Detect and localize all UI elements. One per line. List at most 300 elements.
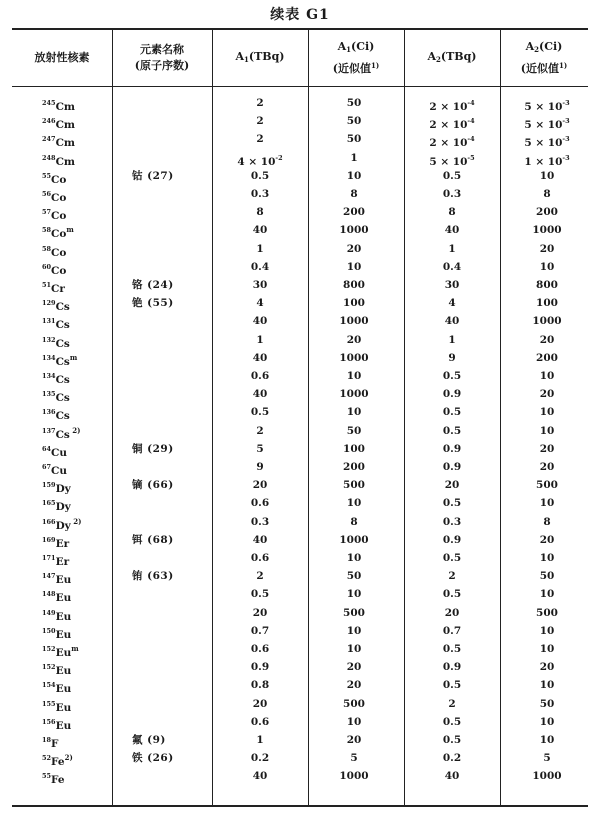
a1-tbq-cell-value: 0.2 [250,752,270,765]
table-row [12,676,588,694]
a2-tbq-cell-value: 0.5 [442,370,462,382]
header-a1-ci-unit: (Ci) [351,40,375,53]
table-row [12,240,588,258]
a1-tbq-cell-value: 40 [252,315,268,328]
a2-tbq-cell-value: 40 [444,315,460,328]
nuclide-cell [42,549,69,567]
a1-tbq-cell [230,749,290,767]
a2-tbq-cell-value: 4 [448,297,456,310]
a2-tbq-cell [422,513,482,531]
a2-ci-cell-value: 10 [539,715,555,728]
element-symbol: Cs [55,355,70,368]
table-row [12,767,588,785]
a1-ci-cell [324,221,384,239]
a2-tbq-cell [422,585,482,603]
a2-tbq-cell [422,622,482,640]
a1-ci-cell [324,640,384,658]
a2-tbq-cell [422,676,482,694]
a2-ci-cell [517,349,577,367]
a2-ci-cell-value: 10 [539,370,555,382]
a2-ci-cell-value: 20 [539,661,555,674]
a2-tbq-cell-value: 0.5 [442,679,462,692]
header-element-line1: 元素名称 [140,43,184,56]
mass-number: 156 [42,717,56,726]
table-row [12,349,588,367]
a2-ci-cell [517,385,577,403]
a2-ci-cell [517,221,577,239]
nuclide-cell [42,349,77,367]
a2-tbq-cell [422,422,482,440]
mass-number: 60 [42,262,52,271]
table-row [12,585,588,603]
a2-tbq-cell [422,749,482,767]
a2-ci-cell-value: 5 × 10 [524,101,563,113]
table-row [12,494,588,512]
nuclide-cell [42,676,71,694]
element-symbol: Eu [55,592,72,605]
table-row [12,567,588,585]
mass-number: 64 [42,444,52,453]
a1-ci-cell-value: 10 [346,260,362,273]
element-symbol: Cm [55,119,76,132]
a1-ci-cell [324,167,384,185]
a1-tbq-cell [230,258,290,276]
a1-tbq-cell-value: 1 [256,333,264,346]
a2-tbq-cell-value: 2 × 10 [429,119,468,132]
a2-tbq-cell-value: 2 [448,697,456,710]
a2-ci-cell [517,604,577,622]
nuclide-cell [42,494,71,512]
a2-ci-cell [517,676,577,694]
a2-tbq-cell-value: 8 [448,206,456,219]
a1-tbq-cell-value: 0.6 [250,552,270,564]
a1-ci-cell [324,349,384,367]
a1-ci-cell-value: 200 [343,461,365,473]
element-symbol: Cs [55,410,70,423]
a1-tbq-cell [230,585,290,603]
a2-tbq-cell [422,185,482,203]
a2-ci-cell-value: 5 [543,752,551,765]
a1-ci-cell-value: 8 [350,188,358,200]
a2-ci-cell-value: 10 [539,406,555,419]
a1-ci-cell-value: 20 [346,242,362,255]
header-a1-ci-note: (近似值 [332,62,372,75]
table-row [12,440,588,458]
element-symbol: Dy [55,501,71,514]
element-symbol: Cu [51,446,68,459]
a1-tbq-cell-value: 4 × 10 [237,155,276,168]
a1-ci-cell-value: 100 [343,442,365,455]
table-row [12,640,588,658]
a1-tbq-cell [230,731,290,749]
a2-ci-cell [517,640,577,658]
a1-tbq-cell [230,203,290,221]
a2-tbq-cell [422,221,482,239]
nuclide-cell [42,112,75,130]
header-a1-tbq-sub: 1 [244,54,249,64]
a1-tbq-cell-value: 20 [252,697,268,710]
element-symbol: Cs [55,374,70,386]
a2-tbq-cell [422,403,482,421]
header-a2-ci-unit: (Ci) [539,40,563,53]
element-name-cell: 铯 (55) [132,297,174,310]
mass-number: 137 [42,426,56,435]
a2-ci-cell-value: 200 [536,351,558,364]
a2-tbq-cell [422,476,482,494]
element-symbol: Co [51,173,67,186]
a2-ci-cell [517,440,577,458]
a2-tbq-cell [422,440,482,458]
a2-tbq-cell-value: 0.3 [442,188,462,200]
a2-ci-cell [517,312,577,330]
nuclide-cell [42,385,70,403]
mass-number: 51 [42,281,52,289]
table-row [12,167,588,185]
a1-ci-cell [324,731,384,749]
mass-number: 58 [42,226,52,235]
a2-ci-cell-value: 5 × 10 [524,137,563,150]
mass-number: 52 [42,754,52,763]
a2-tbq-cell [422,494,482,512]
a1-ci-cell [324,203,384,221]
table-header [12,30,588,87]
table-row [12,549,588,567]
element-symbol: Cu [51,465,68,477]
table-row [12,331,588,349]
a2-tbq-cell-value: 2 × 10 [429,137,468,150]
a1-tbq-cell [230,385,290,403]
nuclide-cell [42,695,71,713]
nuclide-suffix: m [69,352,78,362]
element-symbol: Co [51,246,67,259]
a2-ci-cell-value: 20 [539,333,555,346]
mass-number: 18 [42,736,52,744]
a2-tbq-cell [422,349,482,367]
a2-ci-cell-exponent: -3 [562,153,570,162]
a2-tbq-cell-exponent: -4 [467,99,475,107]
a1-ci-cell-value: 500 [343,606,365,619]
a1-tbq-cell-value: 0.6 [250,370,270,382]
element-name-cell: 钴 (27) [132,169,174,182]
a1-ci-cell [324,294,384,312]
element-symbol: F [51,738,59,750]
a2-ci-cell [517,531,577,549]
a1-tbq-cell [230,567,290,585]
a1-ci-cell-value: 50 [346,133,362,146]
a1-ci-cell [324,276,384,294]
a1-ci-cell [324,458,384,476]
a1-tbq-cell [230,676,290,694]
a1-ci-cell [324,549,384,567]
element-symbol: Co [51,192,67,204]
a1-ci-cell-value: 50 [346,115,362,128]
a1-ci-cell-value: 200 [343,206,365,219]
a1-ci-cell [324,567,384,585]
a2-ci-cell [517,585,577,603]
a1-ci-cell-value: 500 [343,697,365,710]
a1-ci-cell [324,658,384,676]
header-a2-tbq-sub: 2 [436,54,441,64]
mass-number: 169 [42,535,56,544]
a2-tbq-cell-value: 40 [444,770,460,783]
a1-ci-cell-value: 20 [346,333,362,346]
nuclide-cell [42,567,71,585]
nuclide-cell [42,767,65,785]
mass-number: 245 [42,99,56,107]
nuclide-cell [42,167,66,185]
a1-ci-cell [324,130,384,148]
a2-tbq-cell-value: 0.5 [442,552,462,564]
a1-tbq-cell [230,713,290,731]
a2-ci-cell-value: 10 [539,734,555,746]
a2-ci-cell-value: 20 [539,461,555,473]
a1-tbq-cell-value: 0.5 [250,169,270,182]
mass-number: 159 [42,481,56,490]
a1-tbq-cell [230,240,290,258]
a1-ci-cell-value: 500 [343,479,365,492]
a2-tbq-cell [422,385,482,403]
table-row [12,476,588,494]
a2-tbq-cell-value: 0.9 [442,461,462,473]
nuclide-cell [42,749,73,767]
a1-ci-cell [324,367,384,385]
header-element-line2: (原子序数) [134,59,190,72]
element-symbol: Cm [55,137,76,150]
a1-ci-cell-value: 800 [343,279,365,291]
radionuclide-table [12,28,588,807]
nuclide-cell [42,403,70,421]
a1-tbq-cell [230,494,290,512]
nuclide-cell [42,658,71,676]
a2-ci-cell [517,713,577,731]
a2-ci-cell [517,695,577,713]
a2-ci-cell-value: 8 [543,188,551,200]
a2-ci-cell-value: 10 [539,679,555,692]
a2-tbq-cell [422,531,482,549]
a1-tbq-cell [230,422,290,440]
a1-ci-cell [324,149,384,167]
a2-tbq-cell-exponent: -4 [467,135,475,144]
table-row [12,203,588,221]
a2-ci-cell [517,167,577,185]
a1-ci-cell-value: 10 [346,169,362,182]
nuclide-cell [42,531,69,549]
a1-ci-cell-value: 1 [350,151,358,164]
a2-tbq-cell-value: 0.7 [442,624,462,637]
a1-tbq-cell-value: 0.6 [250,715,270,728]
table-row [12,695,588,713]
mass-number: 148 [42,590,56,599]
a2-tbq-cell-value: 20 [444,606,460,619]
header-a1-tbq [212,30,308,86]
a2-tbq-cell [422,258,482,276]
a1-tbq-cell [230,695,290,713]
a2-tbq-cell [422,94,482,112]
element-symbol: Cs [55,319,70,332]
a2-ci-cell-value: 20 [539,388,555,401]
nuclide-cell [42,731,59,749]
nuclide-cell [42,422,80,440]
header-a2-tbq-unit: (TBq) [440,49,477,63]
a2-ci-cell [517,767,577,785]
a1-tbq-cell [230,167,290,185]
a1-ci-cell-value: 1000 [339,224,369,237]
a2-tbq-cell-value: 0.2 [442,752,462,765]
element-symbol: Eu [55,719,72,732]
mass-number: 55 [42,772,52,781]
table-row [12,185,588,203]
a2-ci-cell-value: 1 × 10 [524,155,563,168]
table-row [12,403,588,421]
a1-ci-cell-value: 1000 [339,351,369,364]
a1-tbq-cell-value: 4 [256,297,264,310]
a2-ci-cell [517,658,577,676]
a1-tbq-cell [230,221,290,239]
a1-ci-cell-value: 50 [346,424,362,437]
element-name-cell: 铕 (63) [132,570,174,583]
a1-ci-cell-value: 10 [346,552,362,564]
a2-ci-cell-exponent: -3 [562,117,570,126]
header-a2-ci-sub: 2 [534,45,540,54]
a2-ci-cell-value: 100 [536,297,558,310]
a1-tbq-cell [230,312,290,330]
mass-number: 132 [42,335,56,344]
a2-ci-cell-value: 10 [539,424,555,437]
a1-tbq-cell [230,112,290,130]
a2-tbq-cell [422,130,482,148]
a1-tbq-cell [230,640,290,658]
element-symbol: Co [51,210,67,223]
header-a1-ci-sub: 1 [346,45,352,54]
nuclide-cell [42,622,71,640]
element-symbol: Eu [55,610,72,623]
table-row [12,276,588,294]
a2-tbq-cell [422,240,482,258]
page-title: 续表 G1 [270,7,330,23]
a1-ci-cell [324,94,384,112]
header-a2-ci-symbol: A [525,40,535,53]
a1-ci-cell-value: 20 [346,679,362,692]
a1-tbq-cell [230,276,290,294]
a1-tbq-cell-value: 0.3 [250,515,270,528]
nuclide-cell [42,185,66,203]
nuclide-cell [42,513,81,531]
nuclide-suffix: 2) [64,753,73,763]
a2-ci-cell [517,458,577,476]
a2-tbq-cell [422,695,482,713]
a1-ci-cell-value: 1000 [339,533,369,546]
mass-number: 152 [42,663,56,672]
nuclide-cell [42,312,70,330]
mass-number: 247 [42,135,56,144]
element-symbol: Fe [51,756,65,769]
element-symbol: Cs [55,428,70,441]
a2-ci-cell [517,731,577,749]
a1-tbq-cell-value: 1 [256,242,264,255]
a1-tbq-cell-value: 2 [256,115,264,128]
a1-tbq-cell-value: 0.7 [250,624,270,637]
a1-ci-cell [324,403,384,421]
a1-ci-cell-value: 10 [346,643,362,655]
a1-ci-cell-value: 10 [346,497,362,510]
mass-number: 58 [42,244,52,253]
table-row [12,258,588,276]
element-symbol: Eu [55,701,72,714]
a2-tbq-cell [422,112,482,130]
a2-ci-cell [517,367,577,385]
nuclide-cell [42,713,71,731]
a1-ci-cell-value: 10 [346,588,362,601]
a2-ci-cell-value: 50 [539,570,555,583]
a2-ci-cell-value: 10 [539,643,555,655]
a1-tbq-cell [230,149,290,167]
element-symbol: Cs [55,301,70,314]
mass-number: 147 [42,572,56,581]
a1-ci-cell-value: 1000 [339,388,369,401]
a2-tbq-cell [422,203,482,221]
a2-tbq-cell [422,567,482,585]
header-a1-tbq-unit: (TBq) [248,49,285,63]
header-nuclide-label: 放射性核素 [34,51,90,64]
a1-tbq-cell-value: 0.8 [250,679,270,692]
a1-tbq-cell-value: 20 [252,479,268,492]
a2-tbq-cell-value: 0.5 [442,588,462,601]
a2-tbq-cell-value: 0.9 [442,661,462,674]
mass-number: 152 [42,645,56,653]
a2-tbq-cell [422,331,482,349]
nuclide-cell [42,130,75,148]
a2-tbq-cell-value: 40 [444,224,460,237]
a1-ci-cell [324,749,384,767]
element-symbol: Er [55,537,70,550]
a2-tbq-cell [422,149,482,167]
a2-ci-cell [517,258,577,276]
mass-number: 150 [42,626,56,635]
a2-ci-cell [517,422,577,440]
a1-ci-cell [324,513,384,531]
header-nuclide [12,30,112,86]
table-row [12,112,588,130]
a2-ci-cell-value: 5 × 10 [524,119,563,132]
a1-ci-cell-value: 10 [346,624,362,637]
mass-number: 166 [42,517,56,526]
table-row [12,604,588,622]
a2-ci-cell [517,149,577,167]
mass-number: 171 [42,554,56,562]
nuclide-suffix: m [71,644,79,653]
element-name-cell: 铒 (68) [132,533,174,546]
header-a1-ci [308,30,404,86]
a2-tbq-cell-value: 2 [448,570,456,583]
mass-number: 55 [42,171,52,180]
a2-tbq-cell-value: 0.4 [442,260,462,273]
a1-ci-cell-value: 1000 [339,315,369,328]
element-name-cell: 铜 (29) [132,442,174,455]
element-symbol: Co [51,228,67,241]
table-row [12,458,588,476]
element-symbol: Eu [55,683,72,696]
a2-ci-cell [517,130,577,148]
a2-ci-cell-value: 1000 [532,315,562,328]
a1-ci-cell-value: 50 [346,97,362,109]
a1-ci-cell-value: 20 [346,661,362,674]
table-row [12,531,588,549]
nuclide-cell [42,203,66,221]
a1-tbq-cell [230,549,290,567]
a2-ci-cell-value: 10 [539,260,555,273]
a2-tbq-cell [422,276,482,294]
a1-ci-cell [324,331,384,349]
